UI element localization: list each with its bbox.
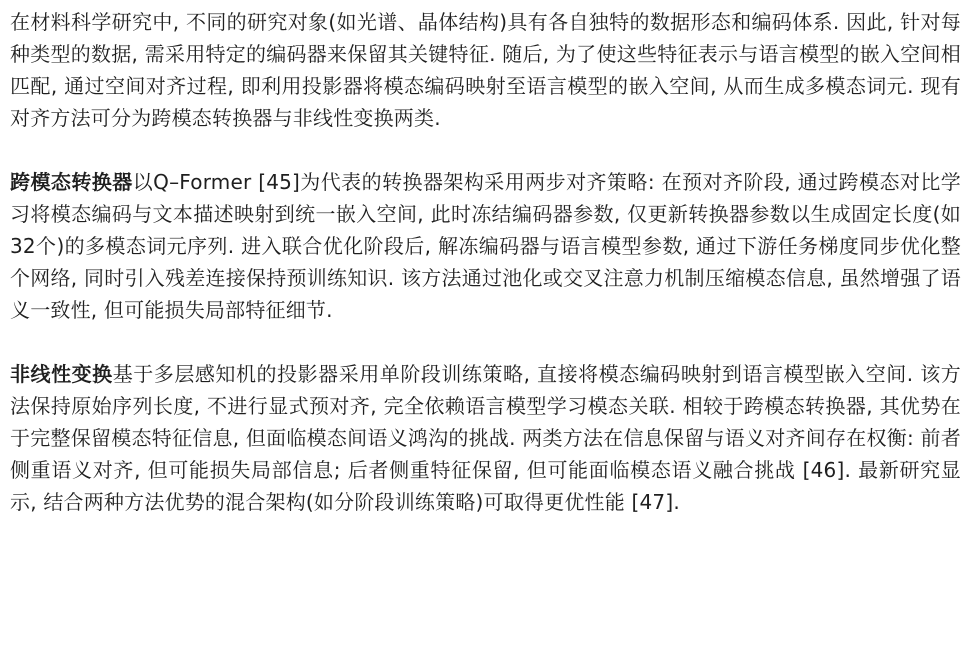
paragraph-cross-modal-transformer	[10, 166, 961, 326]
paragraph-nonlinear-transform	[10, 358, 961, 518]
paragraph-term: 跨模态转换器	[10, 170, 133, 194]
paragraph-text: 以Q–Former [45]为代表的转换器架构采用两步对齐策略: 在预对齐阶段, 通过跨模态对比学习将模态编码与文本描述映射到统一嵌入空间, 此时冻结编码器参数, 仅更新转换器参数以生成固定长度(如32个)的多模态词元序列. 进入联合优化阶段后, 解冻编码器与语言模型参数, 通过下游任务梯度同步优化整个网络, 同时引入残差连接保持预训练知识. 该方法通过池化或交叉注意力机制压缩模态信息, 虽然增强了语义一致性, 但可能损失局部特征细节.	[10, 170, 961, 322]
paragraph-text: 基于多层感知机的投影器采用单阶段训练策略, 直接将模态编码映射到语言模型嵌入空间. 该方法保持原始序列长度, 不进行显式预对齐, 完全依赖语言模型学习模态关联. 相较于跨模态转换器, 其优势在于完整保留模态特征信息, 但面临模态间语义鸿沟的挑战. 两类方法在信息保留与语义对齐间存在权衡: 前者侧重语义对齐, 但可能损失局部信息; 后者侧重特征保留, 但可能面临模态语义融合挑战 [46]. 最新研究显示, 结合两种方法优势的混合架构(如分阶段训练策略)可取得更优性能 [47].	[10, 362, 961, 514]
paragraph-term: 非线性变换	[10, 362, 113, 386]
paragraph-intro	[10, 6, 961, 134]
paragraph-text: 在材料科学研究中, 不同的研究对象(如光谱、晶体结构)具有各自独特的数据形态和编码体系. 因此, 针对每种类型的数据, 需采用特定的编码器来保留其关键特征. 随后, 为了使这些特征表示与语言模型的嵌入空间相匹配, 通过空间对齐过程, 即利用投影器将模态编码映射至语言模型的嵌入空间, 从而生成多模态词元. 现有对齐方法可分为跨模态转换器与非线性变换两类.	[10, 10, 961, 130]
